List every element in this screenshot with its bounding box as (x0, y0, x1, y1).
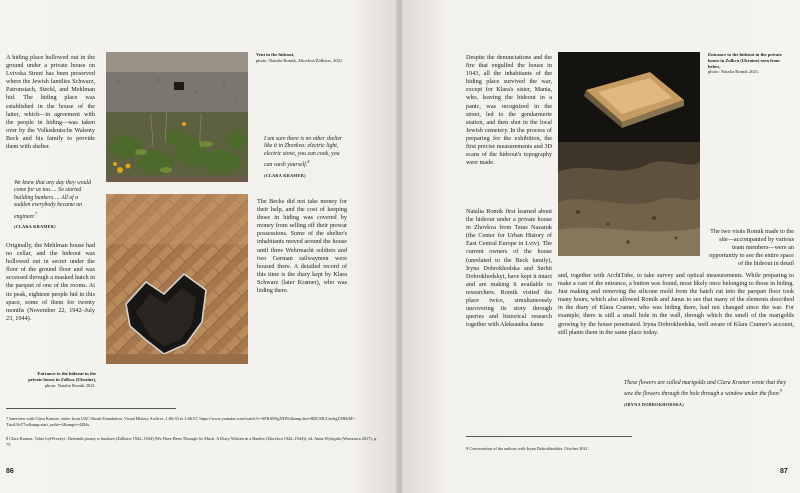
right-page-number: 87 (780, 468, 788, 475)
right-pull-quote-text: These flowers are called marigolds and Clara Kramer wrote that they saw the flowers through the hole through a window under the floor. (624, 380, 787, 398)
left-pull-quote-2-ref: 8 (307, 159, 310, 165)
left-pull-quote-1-text: We knew that any day they would come for us too…. So started building bunkers…. All of a sudden everybody became an engineer. (14, 180, 92, 220)
right-body-paragraph-2: Natalia Romik first learned about the hideout under a private house in Zhovkva from Taras Nazaruk (the Center for Urban History of East Central Europe in Lviv). The current owners of the house (unrelated to the Beck family), Iryna Dobrokhodska and Serhii Dobrokhodskyi, have kept it intact and are making it available to researchers. Romik visited the place twice, simultaneously uncovering its story through queries and historical research together with Aleksandra Janus (466, 208, 552, 329)
left-pull-quote-2 (264, 136, 344, 179)
entrance-photo-caption-title: Entrance to the hideout in the private house in Zolkva (Ukraine) seen from below, (708, 52, 782, 69)
right-pull-quote-attribution: (IRYNA DOBROKHODSKA) (624, 401, 684, 407)
left-pull-quote-1-ref: 7 (35, 210, 38, 216)
left-footnote-rule (6, 408, 176, 409)
right-footnote-rule (466, 436, 632, 437)
vent-photo-caption-credit: photo: Natalia Romik, Zhovkva/Żółkiew, 2021 (256, 57, 343, 63)
left-footnote-7: 7 Interview with Clara Kramer, video from USC Shoah Foundation, Visual History Archive, 1:06:33 to 1:06:57, https://www.youtube.com/watch?v=SFKS5NgNDNc&amp;list=RDCMUCnvbgT0R9rM--TiaoL9oT7w&amp;start_radio=1&amp;t=4284s. (6, 416, 356, 427)
entrance-photo-caption (708, 52, 792, 75)
right-body-paragraph-1: Despite the denunciations and the fire that engulfed the house in 1943, all the inhabitants of the hiding place survived the war, except for Klara's sister, Mania, who, leaving the hideout in a panic, was recognized in the street, led to the gendarmerie station, and then shot in the local Jewish cemetery. In the process of preparing for the exhibition, the first precise measurements and 3D scans of the hideout's topography were made. (466, 54, 552, 167)
left-body-paragraph-3: The Becks did not take money for their help, and the cost of keeping those in hiding was covered by money from selling off their prewar possessions. Some of the shelter's inhabitants moved around the house until three Wehrmacht soldiers and two German railwaymen were housed there. A detailed record of this time is the diary kept by Klara Schwarz (later Kramer), who was hiding there. (257, 198, 347, 295)
left-pull-quote-1-attribution: (CLARA KRAMER) (14, 223, 56, 229)
vent-photo-caption-title: Vent in the hideout, (256, 52, 295, 57)
left-page (0, 0, 398, 493)
entrance-from-below-photo (558, 52, 700, 256)
left-pull-quote-2-attribution: (CLARA KRAMER) (264, 172, 306, 178)
hatch-photo-caption-title: Entrance to the hideout in the private house in Zolkva (Ukraine), (28, 371, 96, 382)
right-pull-quote-ref: 9 (780, 388, 783, 394)
vent-photo (106, 52, 248, 182)
hatch-photo (106, 194, 248, 364)
left-body-paragraph-2: Originally, the Mehlman house had no cellar, and the hideout was hollowed out in secret under the floor of the ground floor and was accessed through a masked hatch in the parquet of one of the rooms. At its peak, eighteen people hid in this space, some of them for twenty months (November 22, 1942–July 23, 1944). (6, 242, 95, 322)
left-pull-quote-1 (14, 180, 94, 230)
hatch-photo-caption-credit: photo: Natalia Romik 2021. (44, 382, 96, 388)
left-pull-quote-2-text: I am sure there is no other shelter like it in Zhovkva: electric light, electric stove, you can cook, you can wash yourself. (264, 136, 343, 169)
left-footnote-8: 8 Clara Kramer, Tobie był Przeżyć. Dziennik pisany w bunkrze (Żółkiew 1942–1944) [We Have Been Through So Much. A Diary Written in a Bunker (Zhovkva 1942–1944)], ed. Anna Wylegała (Warszawa 2017), p. 75. (6, 436, 378, 447)
vent-photo-caption (256, 52, 346, 64)
right-page (402, 0, 800, 493)
right-body-side-paragraph: The two visits Romik made to the site—accompanied by various team members—were an opportunity to see the entire space of the hideout in detail (709, 228, 794, 268)
hatch-photo-caption (26, 371, 96, 388)
left-body-paragraph-1: A hiding place hollowed out in the ground under a private house on Lvivska Street has been preserved where the Jewish families Schwarz, Patronstach, Steckl, and Mehlman hid. The hiding place was established in the house of the latter, which—in agreement with the people in hiding—was taken over by the Volksdeutsche Walenty Beck and his family to provide them with shelter. (6, 54, 95, 151)
right-pull-quote (624, 380, 794, 408)
right-body-paragraph-3: and, together with ArchiTube, to take survey and optical measurements. While preparing to make a cast of the entrance, a button was found, most likely once belonging to those in hiding. Just making and removing the silicone mold from the hatch cut into the parquet floor took many hours, which also allowed Romik and Janus to see that many of the elements described in the diary of Klara Cramer, who was hiding there, had not changed since the war. For example, there is still a small hole in the wall, through which the smell of the marigolds growing by the house penetrated. Iryna Dobrokhodska, well aware of Klara Cramer's account, still plants them in the same place today. (558, 272, 794, 336)
right-footnote-9: 9 Conversation of the authors with Iryna Dobrokhodska, October 2021. (466, 446, 589, 451)
entrance-photo-caption-credit: photo: Natalia Romik 2021. (708, 69, 760, 75)
left-page-number: 86 (6, 468, 14, 475)
